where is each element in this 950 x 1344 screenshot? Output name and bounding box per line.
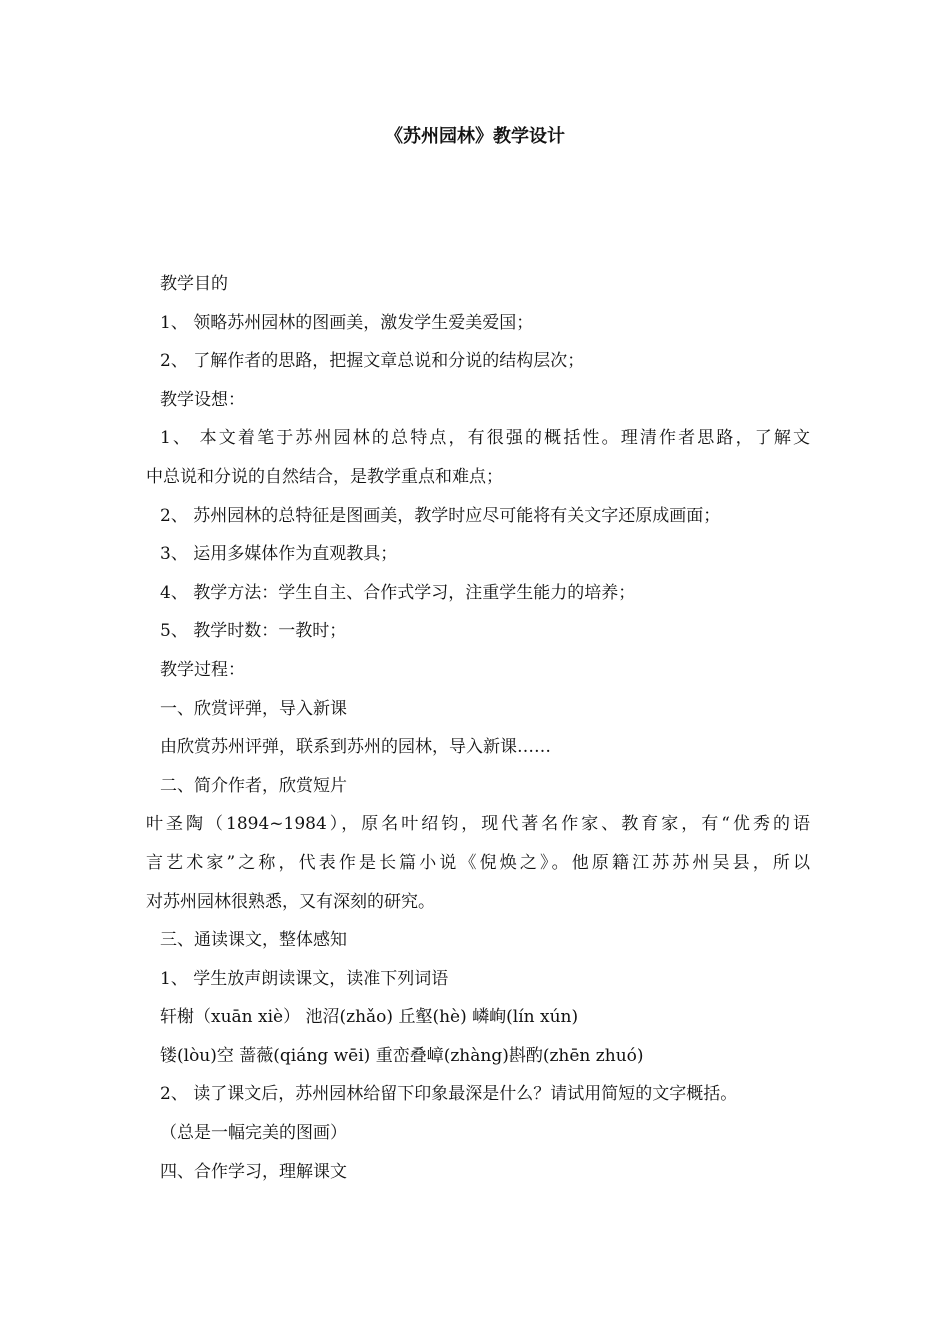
text-line: 四、合作学习，理解课文: [160, 1161, 347, 1182]
text-line: 镂(lòu)空 蔷薇(qiáng wēi) 重峦叠嶂(zhàng)斟酌(zhēn zhuó): [160, 1045, 644, 1066]
text-line: 言艺术家”之称，代表作是长篇小说《倪焕之》。他原籍江苏苏州吴县，所以: [146, 852, 810, 873]
text-line: 1、 领略苏州园林的图画美，激发学生爱美爱国；: [160, 312, 534, 333]
text-line: 三、通读课文，整体感知: [160, 930, 347, 951]
text-line: 3、 运用多媒体作为直观教具；: [160, 544, 398, 565]
text-line: 4、 教学方法：学生自主、合作式学习，注重学生能力的培养；: [160, 582, 636, 603]
text-line: 中总说和分说的自然结合，是教学重点和难点；: [146, 466, 503, 487]
text-line: 5、 教学时数：一教时；: [160, 621, 347, 642]
text-line: 轩榭（xuān xiè） 池沼(zhǎo) 丘壑(hè) 嶙峋(lín xún): [160, 1007, 579, 1028]
text-line: 一、欣赏评弹，导入新课: [160, 698, 347, 719]
text-line: 2、 了解作者的思路，把握文章总说和分说的结构层次；: [160, 351, 585, 372]
text-line: 教学过程：: [160, 659, 245, 680]
text-line: 对苏州园林很熟悉，又有深刻的研究。: [146, 891, 435, 912]
text-line: （总是一幅完美的图画）: [160, 1123, 347, 1144]
text-line: 1、 学生放声朗读课文，读准下列词语: [160, 968, 449, 989]
text-line: 教学设想：: [160, 389, 245, 410]
document-body: [146, 265, 810, 1191]
document-title: 《苏州园林》教学设计: [385, 126, 565, 147]
text-line: 1、 本文着笔于苏州园林的总特点，有很强的概括性。理清作者思路，了解文: [160, 428, 810, 449]
text-line: 2、 苏州园林的总特征是图画美，教学时应尽可能将有关文字还原成画面；: [160, 505, 721, 526]
text-line: 2、 读了课文后，苏州园林给留下印象最深是什么？请试用简短的文字概括。: [160, 1084, 738, 1105]
text-line: 由欣赏苏州评弹，联系到苏州的园林，导入新课……: [160, 737, 551, 758]
text-line: 教学目的: [160, 274, 228, 294]
text-line: 叶圣陶（1894~1984），原名叶绍钧，现代著名作家、教育家，有“优秀的语: [146, 814, 810, 835]
text-line: 二、简介作者，欣赏短片: [160, 775, 347, 796]
